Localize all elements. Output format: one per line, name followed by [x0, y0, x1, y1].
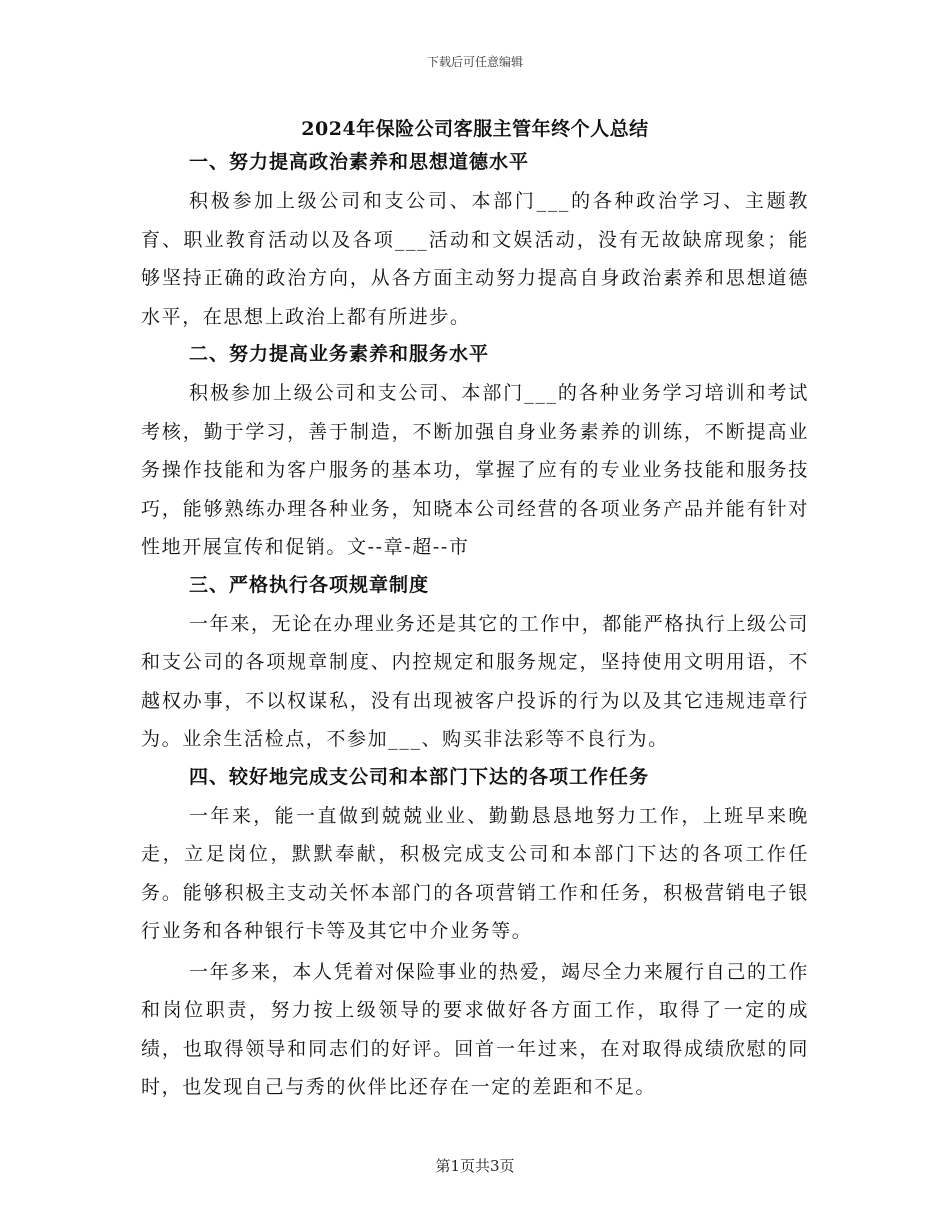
- section-2: [141, 338, 809, 567]
- page-number: 第1页共3页: [435, 1157, 515, 1175]
- section-heading: 三、严格执行各项规章制度: [189, 573, 430, 596]
- document-body: [141, 112, 809, 1109]
- section-1: [141, 146, 809, 336]
- section-3: [141, 569, 809, 759]
- section-paragraph: 一年多来，本人凭着对保险事业的热爱，竭尽全力来履行自己的工作和岗位职责，努力按上级领导的要求做好各方面工作，取得了一定的成绩，也取得领导和同志们的好评。回首一年过来，在对取得成绩欣慰的同时，也发现自己与秀的伙伴比还存在一定的差距和不足。: [141, 960, 809, 1098]
- section-paragraph: 积极参加上级公司和支公司、本部门___的各种业务学习培训和考试考核，勤于学习，善于制造，不断加强自身业务素养的训练，不断提高业务操作技能和为客户服务的基本功，掌握了应有的专业业务技能和服务技巧，能够熟练办理各种业务，知晓本公司经营的各项业务产品并能有针对性地开展宣传和促销。文--章-超--市: [141, 382, 809, 558]
- section-heading: 一、努力提高政治素养和思想道德水平: [189, 151, 530, 173]
- section-heading: 四、较好地完成支公司和本部门下达的各项工作任务: [189, 765, 650, 788]
- section-heading: 二、努力提高业务素养和服务水平: [189, 343, 490, 365]
- section-paragraph: 一年来，无论在办理业务还是其它的工作中，都能严格执行上级公司和支公司的各项规章制度、内控规定和服务规定，坚持使用文明用语，不越权办事，不以权谋私，没有出现被客户投诉的行为以及其它违规违章行为。业余生活检点，不参加___、购买非法彩等不良行为。: [141, 612, 809, 750]
- section-4: [141, 761, 809, 1107]
- document-title: 2024年保险公司客服主管年终个人总结: [301, 118, 649, 140]
- section-paragraph: 一年来，能一直做到兢兢业业、勤勤恳恳地努力工作，上班早来晚走，立足岗位，默默奉献，积极完成支公司和本部门下达的各项工作任务。能够积极主支动关怀本部门的各项营销工作和任务，积极营销电子银行业务和各种银行卡等及其它中介业务等。: [141, 804, 809, 942]
- section-paragraph: 积极参加上级公司和支公司、本部门___的各种政治学习、主题教育、职业教育活动以及各项___活动和文娱活动，没有无故缺席现象；能够坚持正确的政治方向，从各方面主动努力提高自身政治素养和思想道德水平，在思想上政治上都有所进步。: [141, 190, 809, 328]
- page-header-note: 下载后可任意编辑: [426, 55, 523, 69]
